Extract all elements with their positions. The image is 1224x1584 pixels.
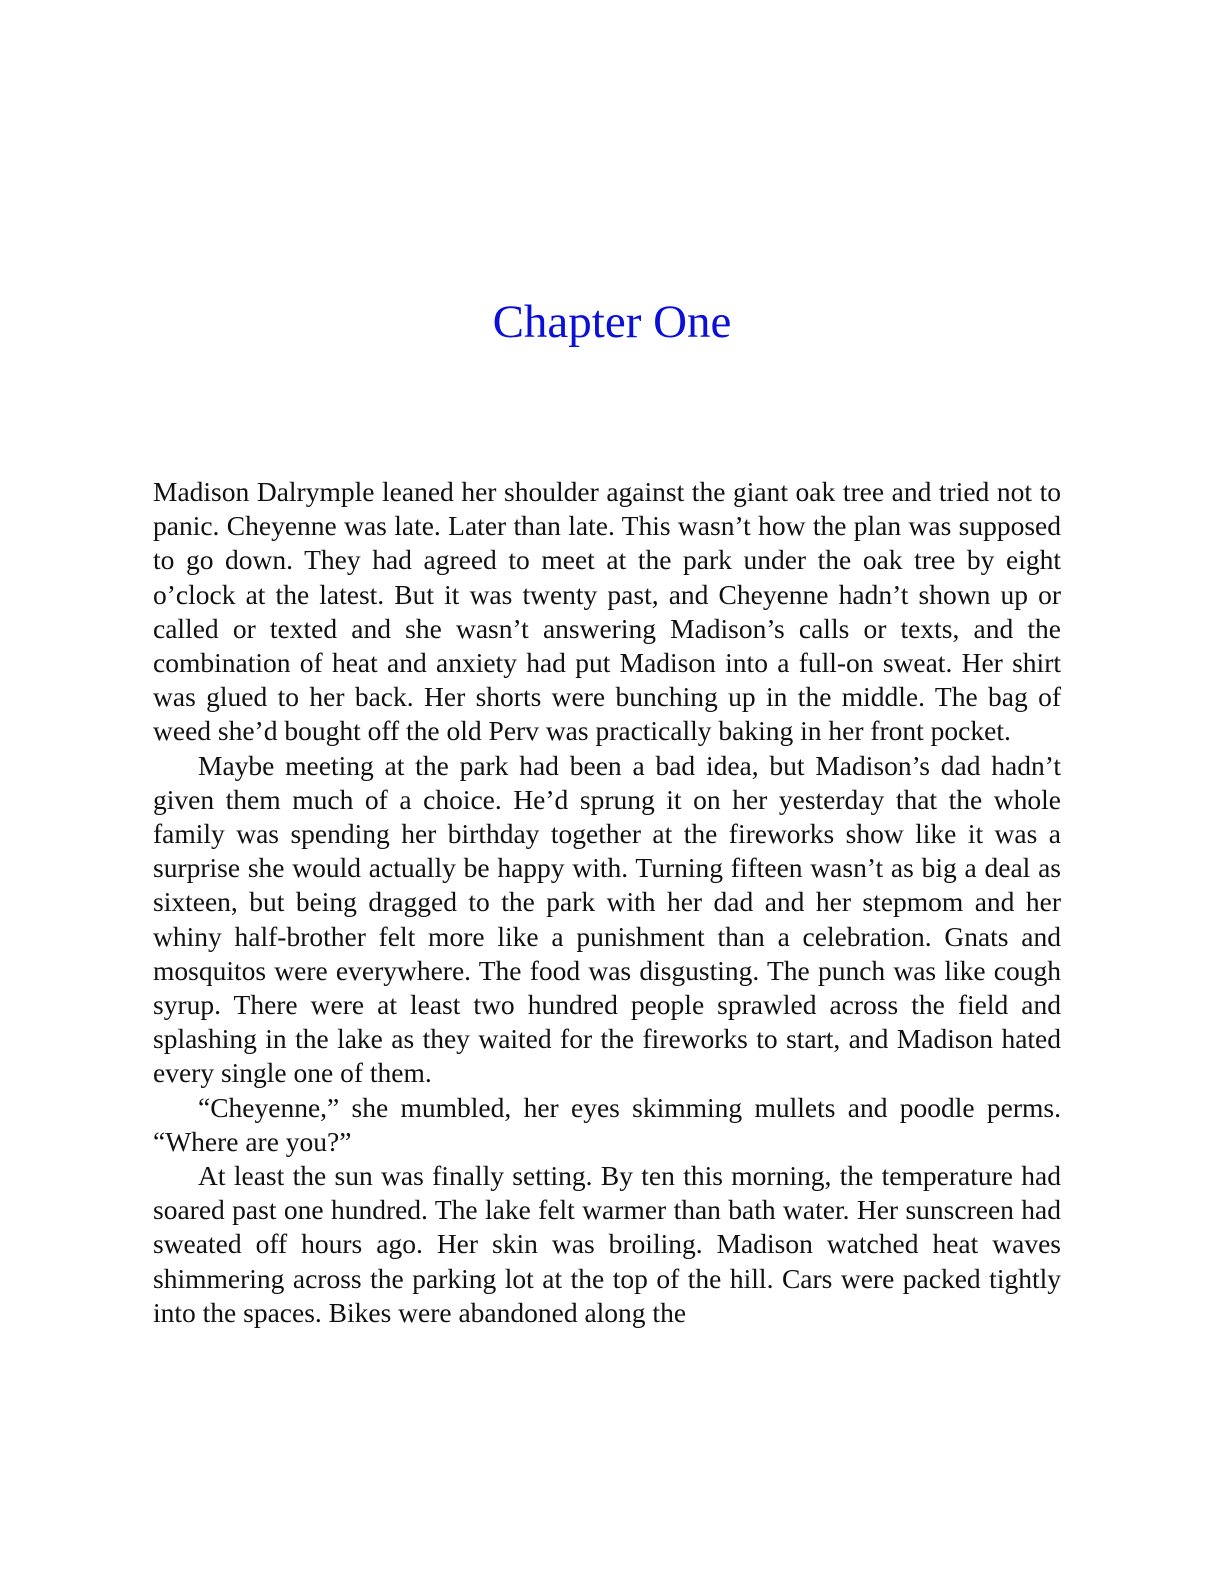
- chapter-title: Chapter One: [492, 296, 732, 348]
- chapter-body: [153, 475, 1061, 1405]
- paragraph-1: Madison Dalrymple leaned her shoulder against the giant oak tree and tried not to panic. Cheyenne was late. Later than late. This wasn’t how the plan was supposed to go down. They had agreed to meet at the park under the oak tree by eight o’clock at the latest. But it was twenty past, and Cheyenne hadn’t shown up or called or texted and she wasn’t answering Madison’s calls or texts, and the combination of heat and anxiety had put Madison into a full-on sweat. Her shirt was glued to her back. Her shorts were bunching up in the middle. The bag of weed she’d bought off the old Perv was practically baking in her front pocket.: [153, 476, 1061, 747]
- paragraph-2: Maybe meeting at the park had been a bad idea, but Madison’s dad hadn’t given them much of a choice. He’d sprung it on her yesterday that the whole family was spending her birthday together at the fireworks show like it was a surprise she would actually be happy with. Turning fifteen wasn’t as big a deal as sixteen, but being dragged to the park with her dad and her stepmom and her whiny half-brother felt more like a punishment than a celebration. Gnats and mosquitos were everywhere. The food was disgusting. The punch was like cough syrup. There were at least two hundred people sprawled across the field and splashing in the lake as they waited for the fireworks to start, and Madison hated every single one of them.: [153, 749, 1061, 1089]
- paragraph-3: “Cheyenne,” she mumbled, her eyes skimming mullets and poodle perms. “Where are you?”: [153, 1091, 1061, 1157]
- paragraph-4: At least the sun was finally setting. By ten this morning, the temperature had soared past one hundred. The lake felt warmer than bath water. Her sunscreen had sweated off hours ago. Her skin was broiling. Madison watched heat waves shimmering across the parking lot at the top of the hill. Cars were packed tightly into the spaces. Bikes were abandoned along the: [153, 1160, 1061, 1328]
